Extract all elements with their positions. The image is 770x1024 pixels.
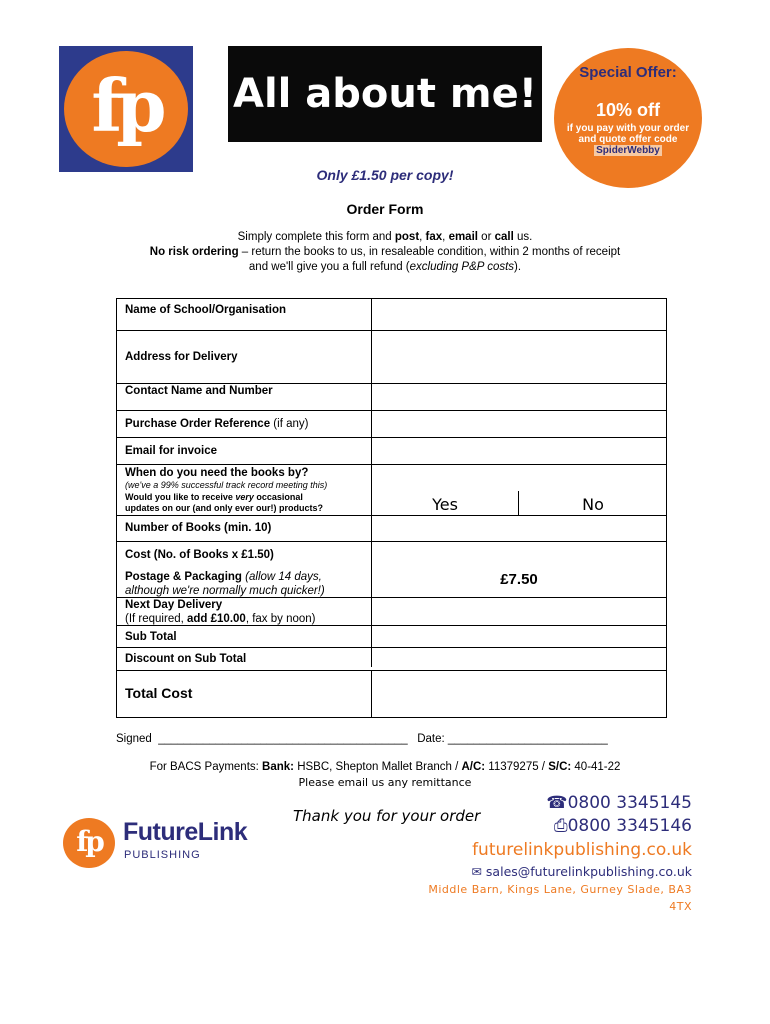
mail-icon: ✉ — [471, 864, 486, 879]
order-form-table — [116, 298, 667, 718]
form-title: Order Form — [346, 201, 424, 217]
postage-value: £7.50 — [500, 571, 538, 588]
bacs-details: For BACS Payments: Bank: HSBC, Shepton Mallet Branch / A/C: 11379275 / S/C: 40-41-22 Please email us any remittance — [0, 760, 770, 790]
no-option[interactable]: No — [582, 495, 604, 514]
phone-line[interactable]: ☎0800 3345145 — [546, 793, 692, 813]
offer-title: Special Offer: — [579, 64, 677, 81]
address-line: Middle Barn, Kings Lane, Gurney Slade, BA3 4TX — [428, 883, 692, 913]
fax-icon: ⎙ — [554, 816, 568, 836]
signature-date-line[interactable]: Signed _______________________________________ Date: _________________________ — [116, 733, 608, 745]
discount-input[interactable] — [372, 648, 666, 670]
thank-you: Thank you for your order — [293, 807, 481, 825]
when-label: When do you need the books by? — [125, 467, 309, 479]
contact-label: Contact Name and Number — [125, 385, 273, 397]
email-line[interactable]: ✉ sales@futurelinkpublishing.co.uk — [471, 864, 692, 879]
remittance-note: Please email us any remittance — [298, 776, 472, 789]
yes-option[interactable]: Yes — [432, 495, 458, 514]
email-invoice-input[interactable] — [372, 438, 666, 464]
address-input[interactable] — [372, 331, 666, 383]
offer-discount: 10% off — [595, 100, 660, 120]
cost-input[interactable] — [372, 542, 666, 567]
banner-text: All about me! — [233, 71, 537, 117]
when-note: (we've a 99% successful track record meeting this) — [125, 480, 328, 490]
futurelink-logo-icon — [63, 818, 115, 868]
total-label: Total Cost — [125, 685, 193, 701]
subtotal-label: Sub Total — [125, 631, 177, 643]
email-invoice-label: Email for invoice — [125, 445, 218, 457]
next-day-note: (If required, add £10.00, fax by noon) — [125, 613, 316, 625]
updates-label: Would you like to receive very occasional — [125, 492, 303, 502]
total-input[interactable] — [372, 671, 666, 718]
date-needed-input[interactable] — [372, 465, 666, 491]
po-label: Purchase Order Reference (if any) — [125, 418, 309, 430]
brand-name: FutureLink — [123, 818, 248, 846]
po-input[interactable] — [372, 411, 666, 437]
discount-label: Discount on Sub Total — [125, 653, 247, 665]
fp-logo — [59, 46, 193, 172]
footer-logo-text: fp — [76, 825, 102, 858]
contact-block — [420, 792, 692, 915]
num-books-label: Number of Books (min. 10) — [125, 522, 272, 534]
updates-label-2: updates on our (and only ever our!) products? — [125, 503, 324, 513]
offer-code: SpiderWebby — [596, 145, 660, 156]
num-books-input[interactable] — [372, 516, 666, 541]
fax-line: ⎙0800 3345146 — [554, 816, 692, 836]
school-input[interactable] — [372, 299, 666, 330]
website-link[interactable]: futurelinkpublishing.co.uk — [472, 840, 692, 860]
fp-logo-text: fp — [91, 63, 161, 148]
cost-label: Cost (No. of Books x £1.50) — [125, 549, 274, 561]
brand-sub: PUBLISHING — [124, 849, 201, 861]
fp-logo-circle — [64, 51, 188, 167]
all-about-me-banner — [228, 46, 542, 142]
next-day-label: Next Day Delivery — [125, 599, 223, 611]
price-line: Only £1.50 per copy! — [316, 167, 454, 183]
address-label: Address for Delivery — [125, 351, 238, 363]
intro-text: Simply complete this form and post, fax, email or call us. No risk ordering – return the books to us, in resaleable condition, within 2 months of receipt and we'll give you a full refund (excluding P&P costs). — [149, 231, 621, 273]
offer-terms — [564, 123, 692, 156]
postage-label: Postage & Packaging (allow 14 days, — [125, 571, 322, 583]
offer-terms-text: if you pay with your order and quote offer code — [566, 123, 690, 145]
postage-note: although we're normally much quicker!) — [125, 585, 325, 597]
school-label: Name of School/Organisation — [125, 304, 287, 316]
subtotal-input[interactable] — [372, 626, 666, 647]
next-day-input[interactable] — [372, 598, 666, 625]
phone-icon: ☎ — [546, 793, 568, 813]
contact-input[interactable] — [372, 384, 666, 410]
